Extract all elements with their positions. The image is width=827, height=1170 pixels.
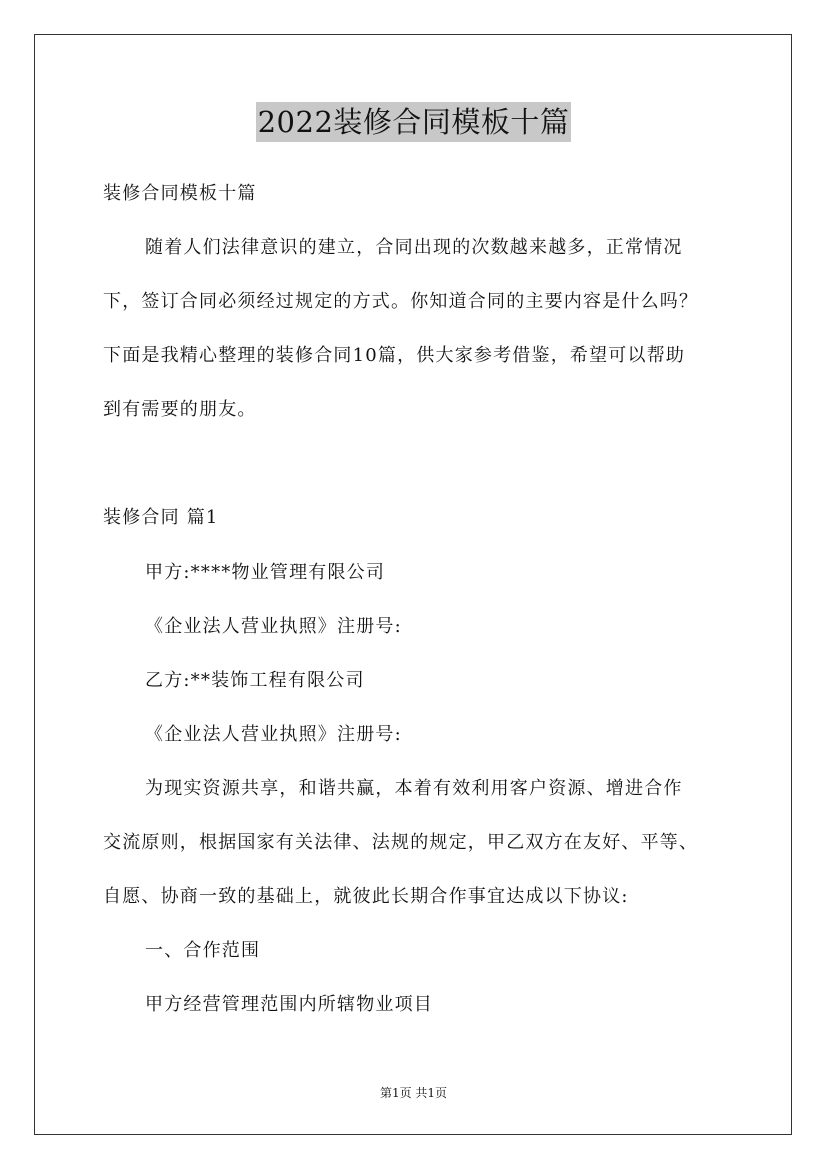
document-title: 2022装修合同模板十篇 xyxy=(256,102,572,142)
party-b: 乙方:**装饰工程有限公司 xyxy=(145,670,365,691)
party-a: 甲方:****物业管理有限公司 xyxy=(145,562,386,583)
party-b-license: 《企业法人营业执照》注册号: xyxy=(145,724,402,745)
document-subtitle: 装修合同模板十篇 xyxy=(103,183,257,204)
purpose-line-2: 交流原则，根据国家有关法律、法规的规定，甲乙双方在友好、平等、 xyxy=(103,832,699,853)
page-footer: 第1页 共1页 xyxy=(379,1086,448,1100)
section-heading: 装修合同 篇1 xyxy=(103,507,219,528)
intro-line-2: 下，签订合同必须经过规定的方式。你知道合同的主要内容是什么吗？ xyxy=(103,291,699,312)
intro-line-4: 到有需要的朋友。 xyxy=(103,399,257,420)
title-container xyxy=(0,102,827,142)
clause-1-heading: 一、合作范围 xyxy=(145,940,261,961)
intro-line-1: 随着人们法律意识的建立，合同出现的次数越来越多，正常情况 xyxy=(145,237,683,258)
clause-1-text: 甲方经营管理范围内所辖物业项目 xyxy=(145,994,433,1015)
intro-line-3: 下面是我精心整理的装修合同10篇，供大家参考借鉴，希望可以帮助 xyxy=(103,345,686,366)
purpose-line-3: 自愿、协商一致的基础上，就彼此长期合作事宜达成以下协议: xyxy=(103,886,629,907)
party-a-license: 《企业法人营业执照》注册号: xyxy=(145,616,402,637)
purpose-line-1: 为现实资源共享，和谐共赢，本着有效利用客户资源、增进合作 xyxy=(145,778,683,799)
